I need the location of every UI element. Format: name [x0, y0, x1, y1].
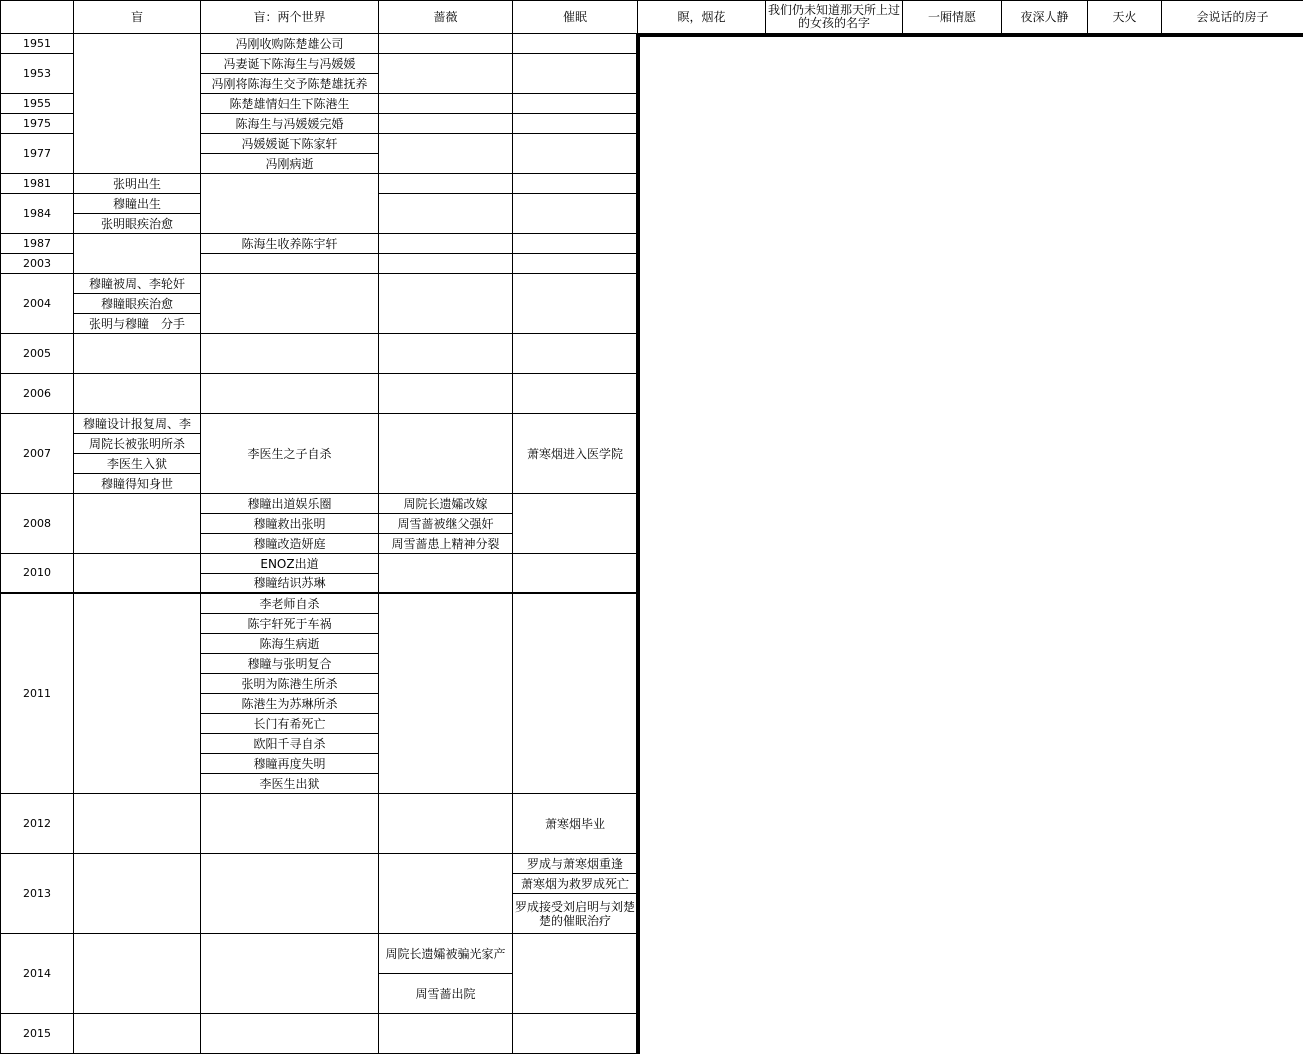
- event-cell[interactable]: 陈楚雄情妇生下陈港生: [200, 93, 379, 114]
- table-right-border: [636, 34, 640, 1054]
- event-cell[interactable]: 陈宇轩死于车祸: [200, 613, 379, 634]
- empty-cell[interactable]: [200, 253, 379, 274]
- empty-cell[interactable]: [512, 493, 638, 554]
- empty-cell[interactable]: [378, 273, 513, 334]
- event-cell[interactable]: 张明出生: [73, 173, 201, 194]
- event-cell[interactable]: 周雪蔷出院: [378, 973, 513, 1014]
- event-cell[interactable]: 李老师自杀: [200, 593, 379, 614]
- empty-cell[interactable]: [378, 33, 513, 54]
- event-cell[interactable]: 穆瞳改造妍庭: [200, 533, 379, 554]
- event-cell[interactable]: 周院长被张明所杀: [73, 433, 201, 454]
- year-cell[interactable]: 1977: [0, 133, 74, 174]
- event-cell[interactable]: 陈海生病逝: [200, 633, 379, 654]
- header-mang-two-worlds[interactable]: 盲：两个世界: [200, 0, 379, 34]
- year-cell[interactable]: 1981: [0, 173, 74, 194]
- event-cell[interactable]: 周院长遗孀改嫁: [378, 493, 513, 514]
- empty-cell[interactable]: [73, 1013, 201, 1054]
- empty-cell[interactable]: [73, 233, 201, 274]
- empty-cell[interactable]: [73, 793, 201, 854]
- empty-cell[interactable]: [378, 413, 513, 494]
- empty-cell[interactable]: [512, 333, 638, 374]
- year-cell[interactable]: 2015: [0, 1013, 74, 1054]
- event-cell[interactable]: 张明为陈港生所杀: [200, 673, 379, 694]
- header-tianhuo[interactable]: 天火: [1087, 0, 1162, 34]
- empty-cell[interactable]: [200, 853, 379, 934]
- empty-cell[interactable]: [378, 553, 513, 594]
- empty-cell[interactable]: [200, 333, 379, 374]
- empty-cell[interactable]: [378, 793, 513, 854]
- header-late-night[interactable]: 夜深人静: [1001, 0, 1088, 34]
- empty-cell[interactable]: [512, 193, 638, 234]
- empty-cell[interactable]: [512, 253, 638, 274]
- event-cell[interactable]: 罗成接受刘启明与刘楚楚的催眠治疗: [512, 893, 638, 934]
- event-cell[interactable]: 长门有希死亡: [200, 713, 379, 734]
- year-cell[interactable]: 1955: [0, 93, 74, 114]
- empty-cell[interactable]: [512, 1013, 638, 1054]
- empty-cell[interactable]: [378, 193, 513, 234]
- event-cell[interactable]: 穆瞳与张明复合: [200, 653, 379, 674]
- event-cell[interactable]: 陈海生与冯媛媛完婚: [200, 113, 379, 134]
- year-cell[interactable]: 1953: [0, 53, 74, 94]
- event-cell[interactable]: 罗成与萧寒烟重逢: [512, 853, 638, 874]
- event-cell[interactable]: 张明与穆瞳 分手: [73, 313, 201, 334]
- event-cell[interactable]: 陈港生为苏琳所杀: [200, 693, 379, 714]
- empty-cell[interactable]: [512, 373, 638, 414]
- year-cell[interactable]: 2005: [0, 333, 74, 374]
- empty-cell[interactable]: [200, 173, 379, 234]
- event-cell[interactable]: 李医生之子自杀: [200, 413, 379, 494]
- event-cell[interactable]: 李医生入狱: [73, 453, 201, 474]
- header-cuimian[interactable]: 催眠: [512, 0, 638, 34]
- empty-cell[interactable]: [512, 593, 638, 794]
- empty-cell[interactable]: [73, 853, 201, 934]
- event-cell[interactable]: 张明眼疾治愈: [73, 213, 201, 234]
- table-top-border: [636, 33, 1303, 37]
- event-cell[interactable]: 冯妻诞下陈海生与冯媛媛: [200, 53, 379, 74]
- empty-cell[interactable]: [512, 273, 638, 334]
- empty-cell[interactable]: [378, 233, 513, 254]
- empty-cell[interactable]: [200, 793, 379, 854]
- empty-cell[interactable]: [378, 113, 513, 134]
- header-qiangwei[interactable]: 蔷薇: [378, 0, 513, 34]
- event-cell[interactable]: 冯媛媛诞下陈家轩: [200, 133, 379, 154]
- empty-cell[interactable]: [512, 173, 638, 194]
- empty-cell[interactable]: [512, 53, 638, 94]
- event-cell[interactable]: 穆瞳眼疾治愈: [73, 293, 201, 314]
- event-cell[interactable]: 周雪蔷患上精神分裂: [378, 533, 513, 554]
- event-cell[interactable]: 萧寒烟毕业: [512, 793, 638, 854]
- empty-cell[interactable]: [378, 93, 513, 114]
- event-cell[interactable]: 冯刚病逝: [200, 153, 379, 174]
- year-cell[interactable]: 2003: [0, 253, 74, 274]
- empty-cell[interactable]: [73, 493, 201, 554]
- year-cell[interactable]: 1987: [0, 233, 74, 254]
- header-mang[interactable]: 盲: [73, 0, 201, 34]
- event-cell[interactable]: 陈海生收养陈宇轩: [200, 233, 379, 254]
- empty-cell[interactable]: [378, 373, 513, 414]
- empty-cell[interactable]: [73, 373, 201, 414]
- year-cell[interactable]: 1975: [0, 113, 74, 134]
- event-cell[interactable]: 穆瞳出生: [73, 193, 201, 214]
- empty-cell[interactable]: [378, 853, 513, 934]
- header-anohana[interactable]: 我们仍未知道那天所上过的女孩的名字: [765, 0, 903, 34]
- header-ming-fireworks[interactable]: 瞑，烟花: [637, 0, 766, 34]
- event-cell[interactable]: 穆瞳救出张明: [200, 513, 379, 534]
- empty-cell[interactable]: [73, 333, 201, 374]
- header-talking-house[interactable]: 会说话的房子: [1161, 0, 1303, 34]
- empty-cell[interactable]: [73, 933, 201, 1014]
- empty-cell[interactable]: [73, 593, 201, 794]
- event-cell[interactable]: 周雪蔷被继父强奸: [378, 513, 513, 534]
- event-cell[interactable]: 穆瞳再度失明: [200, 753, 379, 774]
- year-cell[interactable]: 2013: [0, 853, 74, 934]
- event-cell[interactable]: 穆瞳得知身世: [73, 473, 201, 494]
- corner-cell[interactable]: [0, 0, 74, 34]
- event-cell[interactable]: 穆瞳被周、李轮奸: [73, 273, 201, 294]
- year-cell[interactable]: 2008: [0, 493, 74, 554]
- event-cell[interactable]: 穆瞳出道娱乐圈: [200, 493, 379, 514]
- empty-cell[interactable]: [378, 173, 513, 194]
- year-cell[interactable]: 2010: [0, 553, 74, 594]
- empty-cell[interactable]: [512, 113, 638, 134]
- empty-cell[interactable]: [378, 53, 513, 94]
- event-cell[interactable]: ENOZ出道: [200, 553, 379, 574]
- empty-cell[interactable]: [378, 133, 513, 174]
- year-cell[interactable]: 1951: [0, 33, 74, 54]
- event-cell[interactable]: 穆瞳结识苏琳: [200, 573, 379, 594]
- year-cell[interactable]: 2014: [0, 933, 74, 1014]
- empty-cell[interactable]: [378, 593, 513, 794]
- event-cell[interactable]: 周院长遗孀被骗光家产: [378, 933, 513, 974]
- empty-cell[interactable]: [512, 33, 638, 54]
- empty-cell[interactable]: [200, 933, 379, 1014]
- year-cell[interactable]: 2004: [0, 273, 74, 334]
- event-cell[interactable]: 萧寒烟进入医学院: [512, 413, 638, 494]
- empty-cell[interactable]: [200, 273, 379, 334]
- empty-cell[interactable]: [512, 553, 638, 594]
- event-cell[interactable]: 欧阳千寻自杀: [200, 733, 379, 754]
- empty-cell[interactable]: [512, 133, 638, 174]
- empty-cell[interactable]: [200, 1013, 379, 1054]
- year-cell[interactable]: 2011: [0, 593, 74, 794]
- empty-cell[interactable]: [512, 93, 638, 114]
- empty-cell[interactable]: [378, 253, 513, 274]
- empty-cell[interactable]: [512, 933, 638, 1014]
- event-cell[interactable]: 萧寒烟为救罗成死亡: [512, 873, 638, 894]
- empty-cell[interactable]: [73, 33, 201, 174]
- empty-cell[interactable]: [378, 333, 513, 374]
- event-cell[interactable]: 冯刚收购陈楚雄公司: [200, 33, 379, 54]
- empty-cell[interactable]: [73, 553, 201, 594]
- year-cell[interactable]: 2007: [0, 413, 74, 494]
- event-cell[interactable]: 李医生出狱: [200, 773, 379, 794]
- year-cell[interactable]: 2012: [0, 793, 74, 854]
- empty-cell[interactable]: [200, 373, 379, 414]
- year-cell[interactable]: 1984: [0, 193, 74, 234]
- event-cell[interactable]: 冯刚将陈海生交予陈楚雄抚养: [200, 73, 379, 94]
- empty-cell[interactable]: [378, 1013, 513, 1054]
- empty-cell[interactable]: [512, 233, 638, 254]
- event-cell[interactable]: 穆瞳设计报复周、李: [73, 413, 201, 434]
- year-cell[interactable]: 2006: [0, 373, 74, 414]
- header-wishful[interactable]: 一厢情愿: [902, 0, 1002, 34]
